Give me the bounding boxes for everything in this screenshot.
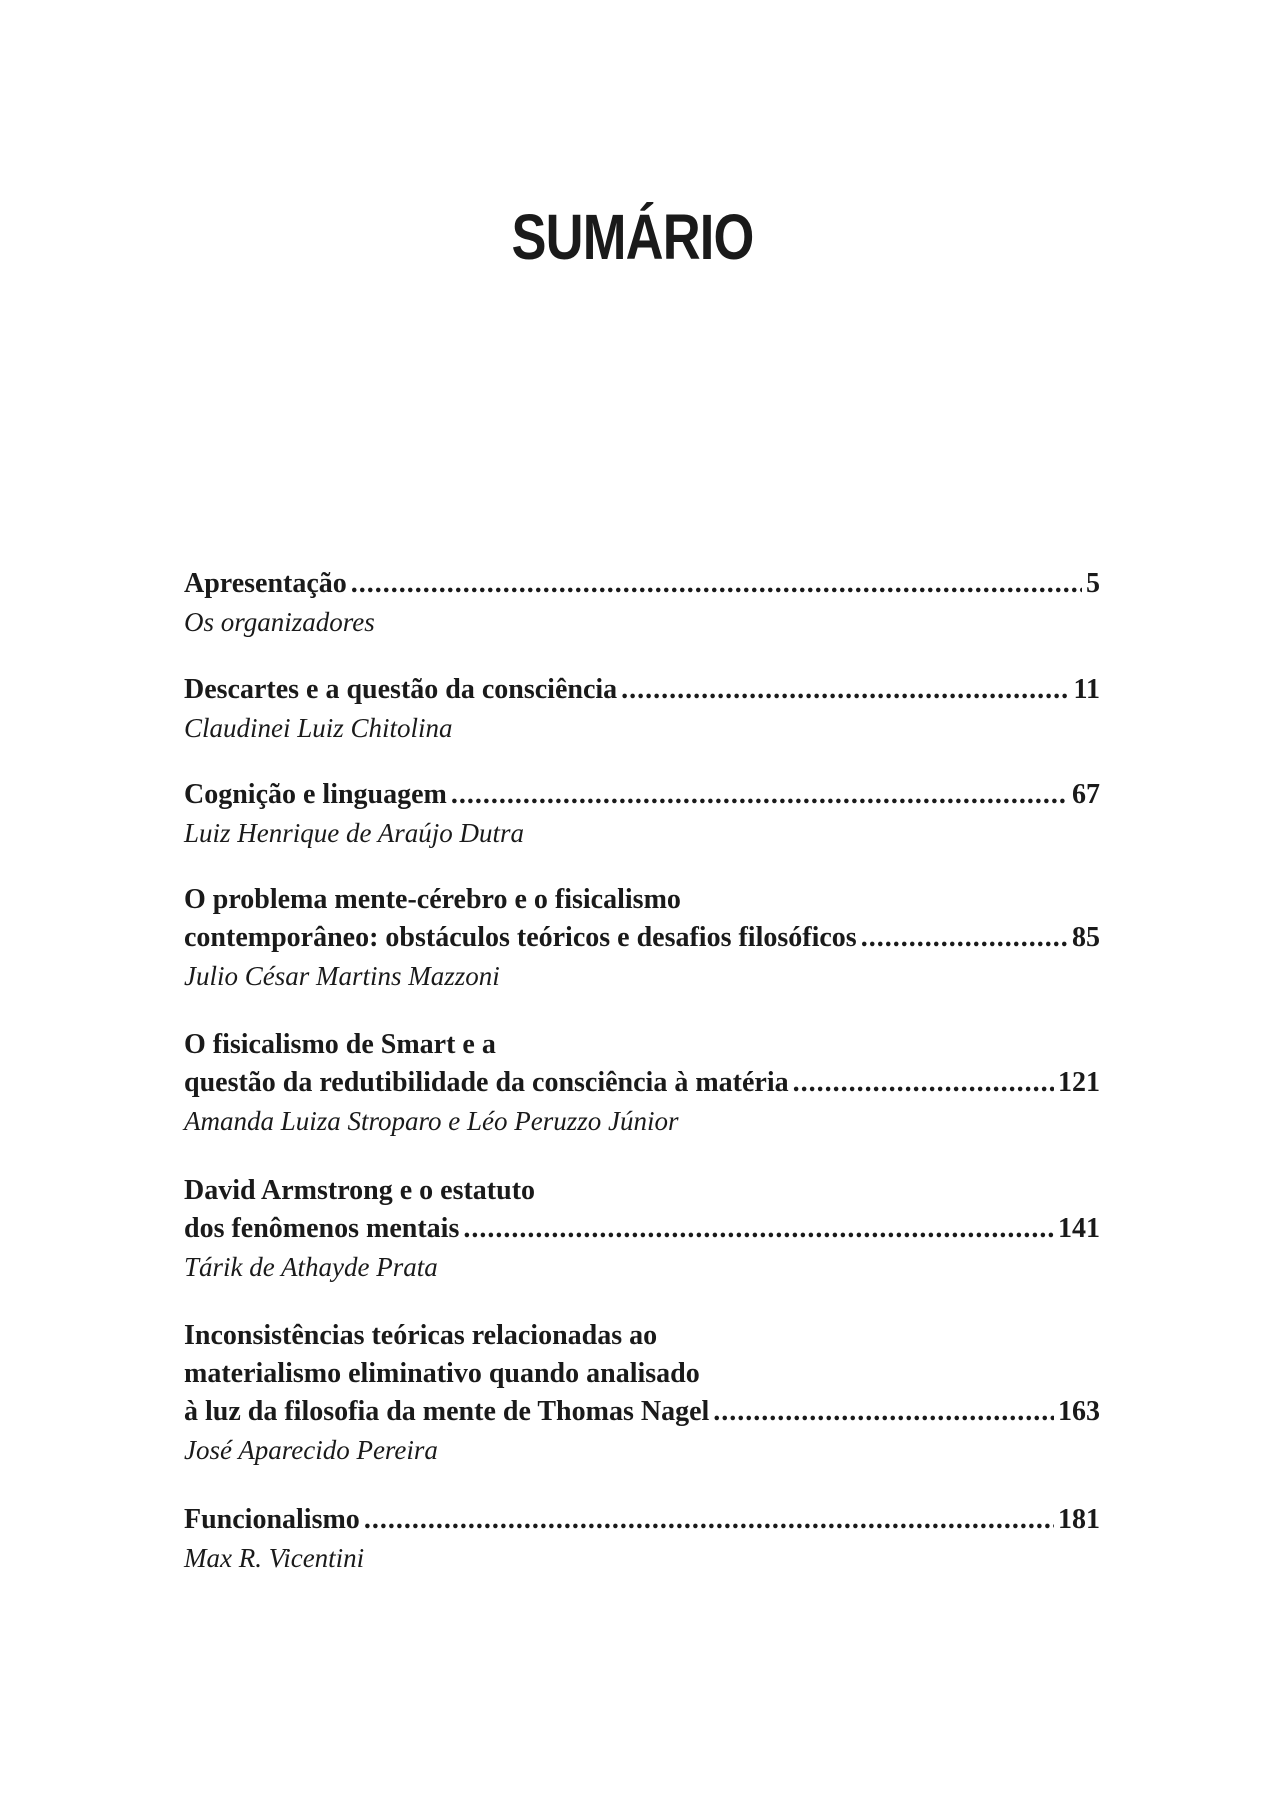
- toc-page-number: 163: [1058, 1396, 1100, 1427]
- toc-entry-title-line: Inconsistências teóricas relacionadas ao: [184, 1320, 658, 1351]
- toc-entry-title-line: [184, 776, 1100, 814]
- toc-page-number: 141: [1058, 1213, 1100, 1244]
- toc-entry-title: dos fenômenos mentais: [184, 1213, 460, 1244]
- dot-leader: [451, 776, 1068, 814]
- dot-leader: [621, 671, 1069, 709]
- toc-entry-title-line: [184, 1501, 1100, 1539]
- toc-entry-title-line: [184, 1064, 1100, 1102]
- toc-entry-nagel[interactable]: [184, 1317, 1100, 1469]
- page-title: SUMÁRIO: [511, 201, 754, 273]
- toc-entry-title: Funcionalismo: [184, 1504, 360, 1535]
- toc-entry-author: Claudinei Luiz Chitolina: [184, 713, 453, 743]
- toc-entry-author: Luiz Henrique de Araújo Dutra: [184, 818, 525, 848]
- toc-entry-cognicao[interactable]: [184, 776, 1100, 852]
- toc-entry-title-line: [184, 565, 1100, 603]
- toc-entry-armstrong[interactable]: [184, 1172, 1100, 1286]
- toc-entry-title: Descartes e a questão da consciência: [184, 674, 618, 705]
- toc-entry-author: José Aparecido Pereira: [184, 1435, 438, 1465]
- toc-entry-smart[interactable]: [184, 1026, 1100, 1140]
- toc-page-number: 181: [1058, 1504, 1100, 1535]
- dot-leader: [713, 1393, 1054, 1431]
- toc-entry-author: Max R. Vicentini: [184, 1543, 365, 1573]
- toc-entry-apresentacao[interactable]: [184, 565, 1100, 641]
- toc-entry-title-line: materialismo eliminativo quando analisado: [184, 1358, 700, 1389]
- toc-page-number: 85: [1072, 922, 1100, 953]
- toc-page-number: 11: [1073, 674, 1100, 705]
- dot-leader: [861, 919, 1068, 957]
- toc-entry-author: Tárik de Athayde Prata: [184, 1252, 438, 1282]
- toc-entry-title: Apresentação: [184, 568, 347, 599]
- toc-entry-title-line: David Armstrong e o estatuto: [184, 1175, 536, 1206]
- toc-entry-title-line: [184, 1393, 1100, 1431]
- dot-leader: [463, 1210, 1054, 1248]
- dot-leader: [364, 1501, 1054, 1539]
- toc-entry-title: questão da redutibilidade da consciência à matéria: [184, 1067, 789, 1098]
- toc-entry-title-line: [184, 1210, 1100, 1248]
- toc-entry-funcionalismo[interactable]: [184, 1501, 1100, 1577]
- dot-leader: [793, 1064, 1054, 1102]
- toc-entry-author: Julio César Martins Mazzoni: [184, 961, 500, 991]
- dot-leader: [351, 565, 1082, 603]
- toc-entry-title-line: [184, 671, 1100, 709]
- toc-page-number: 67: [1072, 779, 1100, 810]
- toc-entry-title-line: O problema mente-cérebro e o fisicalismo: [184, 884, 681, 915]
- toc-entry-title: à luz da filosofia da mente de Thomas Nagel: [184, 1396, 710, 1427]
- toc-entry-title-line: [184, 919, 1100, 957]
- toc-entry-title: contemporâneo: obstáculos teóricos e desafios filosóficos: [184, 922, 857, 953]
- toc-entry-title-line: O fisicalismo de Smart e a: [184, 1029, 496, 1060]
- toc-entry-descartes[interactable]: [184, 671, 1100, 747]
- toc-entry-title: Cognição e linguagem: [184, 779, 447, 810]
- toc-page-number: 5: [1086, 568, 1100, 599]
- toc-entry-author: Amanda Luiza Stroparo e Léo Peruzzo Júnior: [184, 1106, 679, 1136]
- toc-entry-author: Os organizadores: [184, 607, 375, 637]
- toc-page-number: 121: [1058, 1067, 1100, 1098]
- toc-entry-mente-cerebro[interactable]: [184, 881, 1100, 995]
